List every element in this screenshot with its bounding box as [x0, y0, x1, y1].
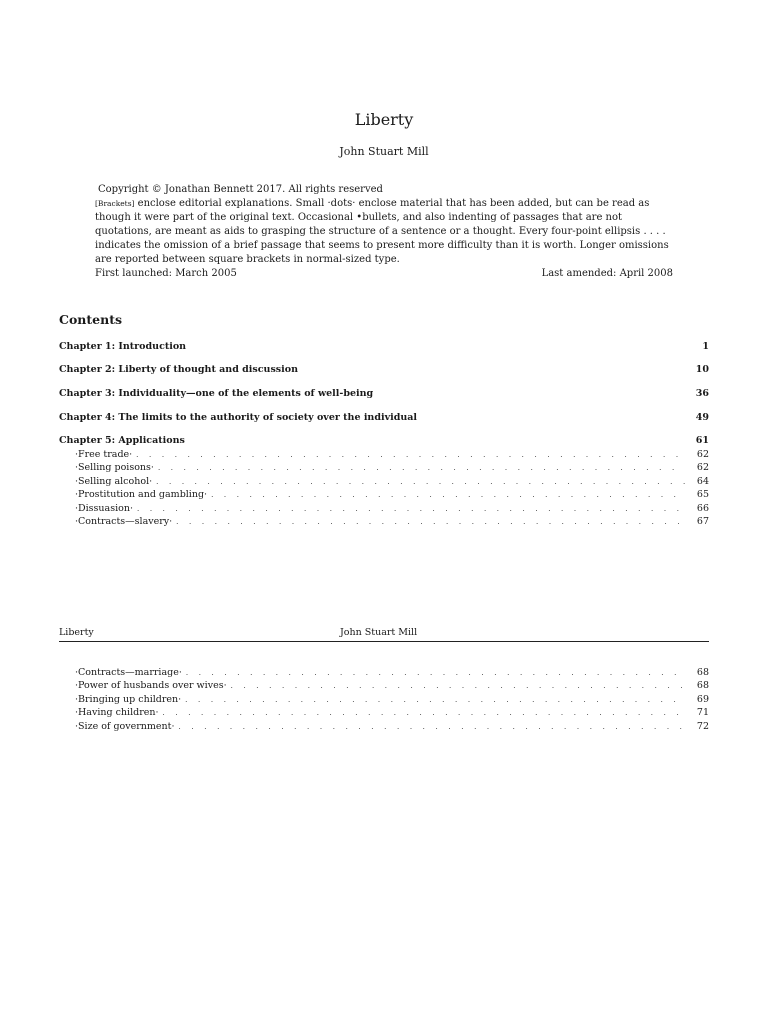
- toc-section-row[interactable]: [75, 461, 709, 474]
- toc-chapter-label: Chapter 2: Liberty of thought and discussion: [59, 364, 298, 375]
- first-launched: First launched: March 2005: [95, 268, 237, 279]
- toc-chapter-page: 36: [695, 388, 709, 399]
- toc-section-row[interactable]: [75, 488, 709, 501]
- toc-section-label: ·Contracts—marriage·: [75, 667, 182, 678]
- toc-section-label: ·Contracts—slavery·: [75, 515, 173, 527]
- dot-leader: [231, 680, 685, 693]
- toc-chapter-label: Chapter 5: Applications: [59, 435, 185, 446]
- toc-section-row[interactable]: [75, 502, 709, 515]
- toc-section-page: 62: [696, 462, 709, 474]
- dot-leader: [186, 667, 685, 680]
- running-head-author: John Stuart Mill: [340, 627, 418, 638]
- toc-section-row[interactable]: [75, 448, 709, 461]
- toc-section-label: ·Free trade·: [75, 449, 133, 460]
- toc-chapter-1[interactable]: [59, 341, 709, 352]
- contents-heading: Contents: [59, 312, 123, 327]
- dot-leader: [185, 694, 685, 707]
- toc-sections-list-continued: [75, 666, 709, 733]
- dot-leader: [137, 503, 685, 516]
- dot-leader: [156, 476, 685, 489]
- toc-chapter-page: 10: [695, 364, 709, 375]
- last-amended: Last amended: April 2008: [541, 268, 673, 279]
- dot-leader: [163, 707, 686, 720]
- toc-chapter-2[interactable]: [59, 364, 709, 375]
- toc-section-label: ·Size of government·: [75, 720, 175, 732]
- toc-section-page: 62: [696, 449, 709, 460]
- toc-section-label: ·Selling poisons·: [75, 462, 154, 474]
- toc-section-row[interactable]: [75, 475, 709, 488]
- toc-chapter-page: 61: [695, 435, 709, 446]
- editorial-notes: [95, 197, 675, 267]
- toc-section-page: 69: [696, 693, 709, 705]
- dot-leader: [179, 721, 685, 734]
- toc-chapter-label: Chapter 1: Introduction: [59, 341, 187, 352]
- toc-section-page: 71: [696, 707, 709, 719]
- toc-chapter-label: Chapter 4: The limits to the authority of society over the individual: [59, 412, 418, 423]
- toc-chapter-4[interactable]: [59, 412, 709, 423]
- dot-leader: [158, 462, 685, 475]
- toc-chapter-3[interactable]: [59, 388, 709, 399]
- toc-section-page: 66: [696, 502, 709, 514]
- toc-chapter-page: 1: [702, 341, 709, 352]
- toc-chapter-label: Chapter 3: Individuality—one of the elements of well-being: [59, 388, 374, 399]
- brackets-word: [Brackets]: [95, 199, 135, 208]
- toc-chapter-5[interactable]: [59, 435, 709, 446]
- page-title: Liberty: [354, 110, 414, 129]
- toc-section-row[interactable]: [75, 666, 709, 679]
- toc-section-label: ·Prostitution and gambling·: [75, 489, 208, 501]
- toc-section-page: 65: [696, 489, 709, 501]
- toc-section-label: ·Selling alcohol·: [75, 475, 153, 487]
- toc-section-page: 68: [696, 680, 709, 692]
- toc-section-label: ·Power of husbands over wives·: [75, 680, 227, 692]
- author-name: John Stuart Mill: [339, 145, 429, 158]
- header-rule: [59, 641, 709, 642]
- toc-section-page: 67: [696, 515, 709, 527]
- toc-section-row[interactable]: [75, 706, 709, 719]
- dot-leader: [176, 516, 685, 529]
- toc-section-page: 72: [696, 720, 709, 732]
- copyright-line: Copyright © Jonathan Bennett 2017. All rights reserved: [98, 184, 383, 195]
- running-head-title: Liberty: [59, 627, 94, 638]
- toc-section-row[interactable]: [75, 679, 709, 692]
- editorial-notes-body: enclose editorial explanations. Small ·dots· enclose material that has been added, but can be read as though it were part of the original text. Occasional •bullets, and also indenting of passages that are not quotations, are meant as aids to grasping the structure of a sentence or a thought. Every four-point ellipsis . . . . indicates the omission of a brief passage that seems to present more difficulty than it is worth. Longer omissions are reported between square brackets in normal-sized type.: [95, 198, 669, 265]
- dot-leader: [211, 489, 685, 502]
- launch-dates: [95, 268, 673, 279]
- toc-section-page: 68: [696, 667, 709, 678]
- toc-section-label: ·Bringing up children·: [75, 693, 182, 705]
- toc-section-row[interactable]: [75, 693, 709, 706]
- toc-chapter-page: 49: [695, 412, 709, 423]
- toc-section-page: 64: [696, 475, 709, 487]
- toc-section-row[interactable]: [75, 515, 709, 528]
- toc-section-label: ·Having children·: [75, 707, 159, 719]
- toc-sections-list: [75, 448, 709, 528]
- toc-section-label: ·Dissuasion·: [75, 502, 133, 514]
- toc-section-row[interactable]: [75, 720, 709, 733]
- dot-leader: [136, 449, 685, 462]
